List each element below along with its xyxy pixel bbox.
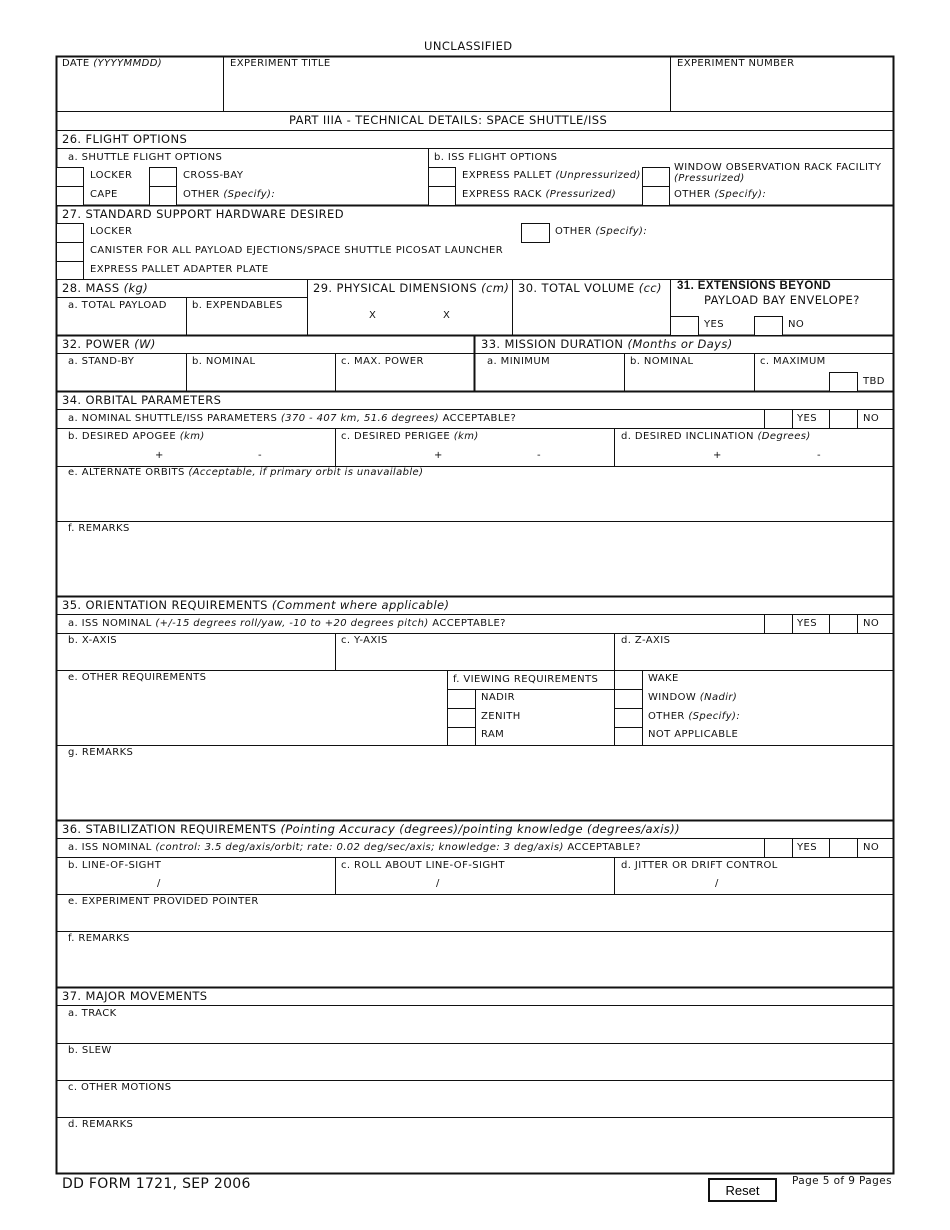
cross-bay-checkbox[interactable]: [149, 167, 177, 187]
z-axis-label: d. Z-AXIS: [621, 635, 671, 646]
tbd-label: TBD: [863, 376, 885, 387]
stabilization-yes-checkbox[interactable]: [764, 838, 793, 858]
section-37-title: 37. MAJOR MOVEMENTS: [62, 989, 208, 1003]
section-29-title: 29. PHYSICAL DIMENSIONS (cm): [313, 281, 510, 295]
iss-other-label: OTHER (Specify):: [674, 189, 767, 200]
express-rack-label: EXPRESS RACK (Pressurized): [462, 189, 617, 200]
hw-locker-label: LOCKER: [90, 226, 133, 237]
not-applicable-label: NOT APPLICABLE: [648, 729, 739, 740]
expendables-label: b. EXPENDABLES: [192, 300, 283, 311]
wake-checkbox[interactable]: [614, 670, 643, 690]
stabilization-no-checkbox[interactable]: [829, 838, 858, 858]
tbd-checkbox[interactable]: [829, 372, 858, 392]
viewing-requirements-label: f. VIEWING REQUIREMENTS: [453, 674, 599, 685]
other-requirements-label: e. OTHER REQUIREMENTS: [68, 672, 207, 683]
form-number: DD FORM 1721, SEP 2006: [62, 1176, 251, 1192]
nadir-label: NADIR: [481, 692, 515, 703]
extensions-no-label: NO: [788, 319, 805, 330]
page-number: Page 5 of 9 Pages: [792, 1175, 892, 1187]
orbital-no-label: NO: [863, 413, 880, 424]
window-observation-note: (Pressurized): [674, 173, 745, 184]
line-of-sight-label: b. LINE-OF-SIGHT: [68, 860, 162, 871]
dimension-x2: X: [443, 310, 451, 321]
date-label: DATE (YYYYMMDD): [62, 58, 163, 69]
hw-canister-checkbox[interactable]: [56, 242, 84, 262]
extensions-no-checkbox[interactable]: [754, 316, 783, 336]
wake-label: WAKE: [648, 673, 679, 684]
stabilization-remarks-label: f. REMARKS: [68, 933, 130, 944]
section-31-title: 31. EXTENSIONS BEYOND: [677, 280, 832, 292]
hw-other-label: OTHER (Specify):: [555, 226, 648, 237]
part-title: PART IIIA - TECHNICAL DETAILS: SPACE SHUTTLE/ISS: [289, 113, 608, 127]
movement-remarks-label: d. REMARKS: [68, 1119, 134, 1130]
y-axis-label: c. Y-AXIS: [341, 635, 388, 646]
experiment-number-label: EXPERIMENT NUMBER: [677, 58, 795, 69]
window-observation-checkbox[interactable]: [642, 167, 670, 187]
shuttle-other-label: OTHER (Specify):: [183, 189, 276, 200]
locker-label: LOCKER: [90, 170, 133, 181]
stabilization-no-label: NO: [863, 842, 880, 853]
roll-slash: /: [436, 878, 440, 889]
track-label: a. TRACK: [68, 1008, 117, 1019]
section-34-title: 34. ORBITAL PARAMETERS: [62, 393, 222, 407]
duration-maximum-label: c. MAXIMUM: [760, 356, 826, 367]
apogee-minus: -: [258, 450, 263, 461]
apogee-plus: +: [155, 450, 164, 461]
iss-other-checkbox[interactable]: [642, 186, 670, 206]
section-28-title: 28. MASS (kg): [62, 281, 149, 295]
extensions-yes-label: YES: [704, 319, 724, 330]
viewing-other-checkbox[interactable]: [614, 708, 643, 728]
express-rack-checkbox[interactable]: [428, 186, 456, 206]
hw-canister-label: CANISTER FOR ALL PAYLOAD EJECTIONS/SPACE SHUTTLE PICOSAT LAUNCHER: [90, 245, 504, 256]
section-27-title: 27. STANDARD SUPPORT HARDWARE DESIRED: [62, 207, 344, 221]
section-32-title: 32. POWER (W): [62, 337, 156, 351]
section-33-title: 33. MISSION DURATION (Months or Days): [481, 337, 733, 351]
stabilization-yes-label: YES: [797, 842, 817, 853]
iss-nominal-orientation-label: a. ISS NOMINAL (+/-15 degrees roll/yaw, -10 to +20 degrees pitch) ACCEPTABLE?: [68, 618, 506, 629]
window-label: WINDOW (Nadir): [648, 692, 738, 703]
hw-adapter-plate-label: EXPRESS PALLET ADAPTER PLATE: [90, 264, 269, 275]
experiment-title-label: EXPERIMENT TITLE: [230, 58, 331, 69]
cross-bay-label: CROSS-BAY: [183, 170, 244, 181]
section-35-title: 35. ORIENTATION REQUIREMENTS (Comment where applicable): [62, 598, 450, 612]
orbital-yes-label: YES: [797, 413, 817, 424]
inclination-plus: +: [713, 450, 722, 461]
section-31-title-line2: PAYLOAD BAY ENVELOPE?: [704, 293, 860, 307]
power-nominal-label: b. NOMINAL: [192, 356, 256, 367]
alternate-orbits-label: e. ALTERNATE ORBITS (Acceptable, if primary orbit is unavailable): [68, 467, 424, 478]
zenith-checkbox[interactable]: [447, 708, 476, 728]
locker-checkbox[interactable]: [56, 167, 84, 187]
classification-label: UNCLASSIFIED: [424, 39, 513, 53]
duration-nominal-label: b. NOMINAL: [630, 356, 694, 367]
shuttle-other-checkbox[interactable]: [149, 186, 177, 206]
total-payload-label: a. TOTAL PAYLOAD: [68, 300, 167, 311]
jitter-label: d. JITTER OR DRIFT CONTROL: [621, 860, 778, 871]
section-30-title: 30. TOTAL VOLUME (cc): [518, 281, 662, 295]
cape-checkbox[interactable]: [56, 186, 84, 206]
section-26-title: 26. FLIGHT OPTIONS: [62, 132, 188, 146]
standby-label: a. STAND-BY: [68, 356, 135, 367]
ram-label: RAM: [481, 729, 505, 740]
ram-checkbox[interactable]: [447, 727, 476, 746]
extensions-yes-checkbox[interactable]: [670, 316, 699, 336]
hw-other-checkbox[interactable]: [521, 223, 550, 243]
iss-nominal-stabilization-label: a. ISS NOMINAL (control: 3.5 deg/axis/orbit; rate: 0.02 deg/sec/axis; knowledge: 3 deg/axis) ACCEPTABLE?: [68, 842, 641, 853]
slew-label: b. SLEW: [68, 1045, 112, 1056]
perigee-plus: +: [434, 450, 443, 461]
inclination-minus: -: [817, 450, 822, 461]
shuttle-flight-options-label: a. SHUTTLE FLIGHT OPTIONS: [68, 152, 223, 163]
duration-minimum-label: a. MINIMUM: [487, 356, 551, 367]
section-36-title: 36. STABILIZATION REQUIREMENTS (Pointing Accuracy (degrees)/pointing knowledge (degrees/axis)): [62, 822, 680, 836]
inclination-label: d. DESIRED INCLINATION (Degrees): [621, 431, 811, 442]
orientation-no-label: NO: [863, 618, 880, 629]
hw-locker-checkbox[interactable]: [56, 223, 84, 243]
express-pallet-checkbox[interactable]: [428, 167, 456, 187]
window-observation-label: WINDOW OBSERVATION RACK FACILITY: [674, 162, 882, 173]
other-motions-label: c. OTHER MOTIONS: [68, 1082, 172, 1093]
perigee-minus: -: [537, 450, 542, 461]
hw-adapter-plate-checkbox[interactable]: [56, 261, 84, 280]
experiment-pointer-label: e. EXPERIMENT PROVIDED POINTER: [68, 896, 259, 907]
window-checkbox[interactable]: [614, 689, 643, 709]
max-power-label: c. MAX. POWER: [341, 356, 424, 367]
nadir-checkbox[interactable]: [447, 689, 476, 709]
zenith-label: ZENITH: [481, 711, 521, 722]
orientation-remarks-label: g. REMARKS: [68, 747, 134, 758]
roll-label: c. ROLL ABOUT LINE-OF-SIGHT: [341, 860, 505, 871]
dimension-x1: X: [369, 310, 377, 321]
orientation-yes-label: YES: [797, 618, 817, 629]
not-applicable-checkbox[interactable]: [614, 727, 643, 746]
orbital-yes-checkbox[interactable]: [764, 409, 793, 429]
orbital-no-checkbox[interactable]: [829, 409, 858, 429]
orbital-remarks-label: f. REMARKS: [68, 523, 130, 534]
cape-label: CAPE: [90, 189, 118, 200]
perigee-label: c. DESIRED PERIGEE (km): [341, 431, 479, 442]
orientation-no-checkbox[interactable]: [829, 614, 858, 634]
reset-button[interactable]: Reset: [708, 1178, 777, 1202]
line-of-sight-slash: /: [157, 878, 161, 889]
express-pallet-label: EXPRESS PALLET (Unpressurized): [462, 170, 641, 181]
orientation-yes-checkbox[interactable]: [764, 614, 793, 634]
iss-flight-options-label: b. ISS FLIGHT OPTIONS: [434, 152, 558, 163]
apogee-label: b. DESIRED APOGEE (km): [68, 431, 205, 442]
jitter-slash: /: [715, 878, 719, 889]
viewing-other-label: OTHER (Specify):: [648, 711, 741, 722]
x-axis-label: b. X-AXIS: [68, 635, 118, 646]
nominal-parameters-label: a. NOMINAL SHUTTLE/ISS PARAMETERS (370 - 407 km, 51.6 degrees) ACCEPTABLE?: [68, 413, 517, 424]
